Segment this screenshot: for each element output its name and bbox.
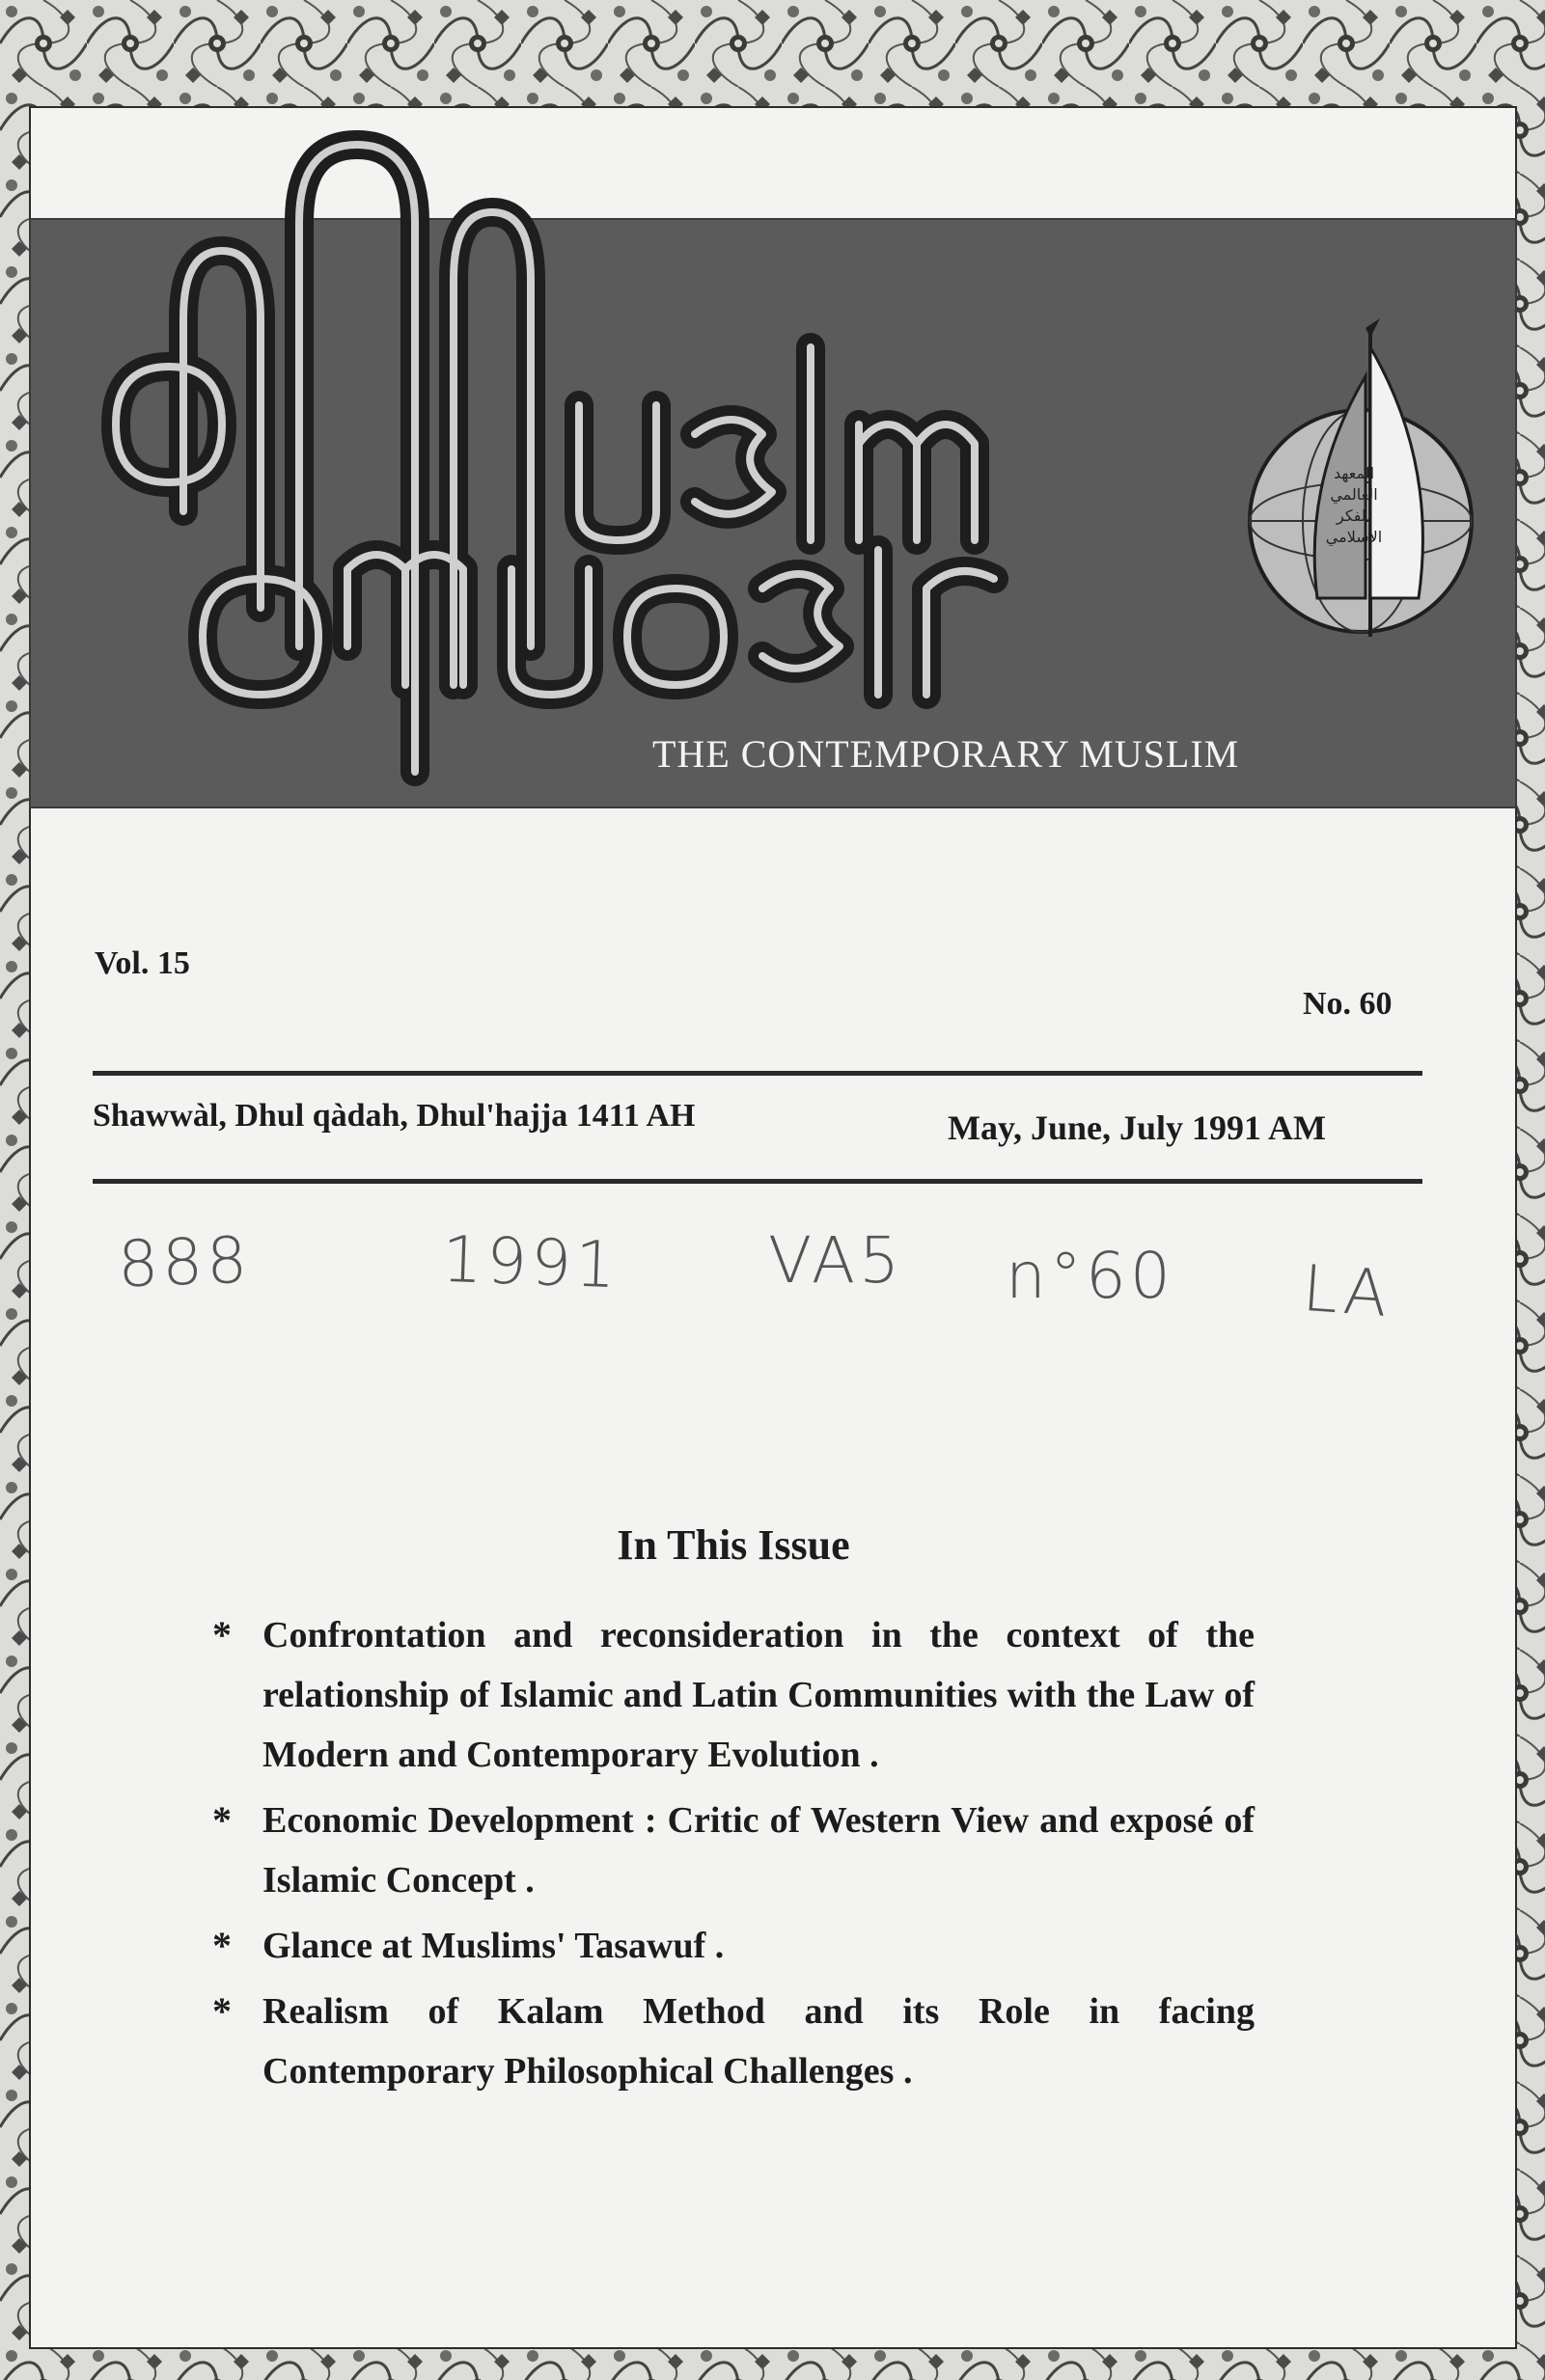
contents-item-text: Glance at Muslims' Tasawuf . [262,1926,725,1966]
masthead-subtitle: THE CONTEMPORARY MUSLIM [652,732,1240,776]
list-item [212,1916,1255,1976]
divider-rule [93,1071,1422,1076]
asterisk-bullet-icon: * [212,1798,232,1842]
handwritten-note: VA5 [768,1223,904,1298]
handwritten-note: 1991 [440,1221,621,1303]
institute-emblem [1226,309,1496,666]
masthead [0,0,1545,868]
masthead-logo [58,106,1100,839]
asterisk-bullet-icon: * [212,1924,232,1967]
contents-item-text: Confrontation and reconsideration in the context of the relationship of Islamic and Latin Communities with the Law of Modern and Contemporary Evolution . [262,1615,1255,1775]
handwritten-note: n°60 [1006,1239,1174,1313]
asterisk-bullet-icon: * [212,1989,232,2033]
issue-number: No. 60 [1303,986,1393,1022]
emblem-arabic-text: المعهد العالمي للفكر الإسلامي [1325,464,1383,546]
contents-item-text: Realism of Kalam Method and its Role in facing Contemporary Philosophical Challenges . [262,1991,1255,2092]
contents-list [212,1605,1255,2107]
asterisk-bullet-icon: * [212,1613,232,1656]
gregorian-date: May, June, July 1991 AM [948,1108,1327,1147]
contents-heading: In This Issue [617,1521,850,1569]
hijri-date: Shawwàl, Dhul qàdah, Dhul'hajja 1411 AH [93,1098,696,1134]
handwritten-note: LA [1300,1250,1394,1332]
volume-label: Vol. 15 [95,945,190,981]
list-item [212,1791,1255,1910]
list-item [212,1982,1255,2101]
divider-rule [93,1179,1422,1184]
contents-item-text: Economic Development : Critic of Western View and exposé of Islamic Concept . [262,1800,1255,1901]
handwritten-note: 888 [116,1222,253,1302]
list-item [212,1605,1255,1785]
